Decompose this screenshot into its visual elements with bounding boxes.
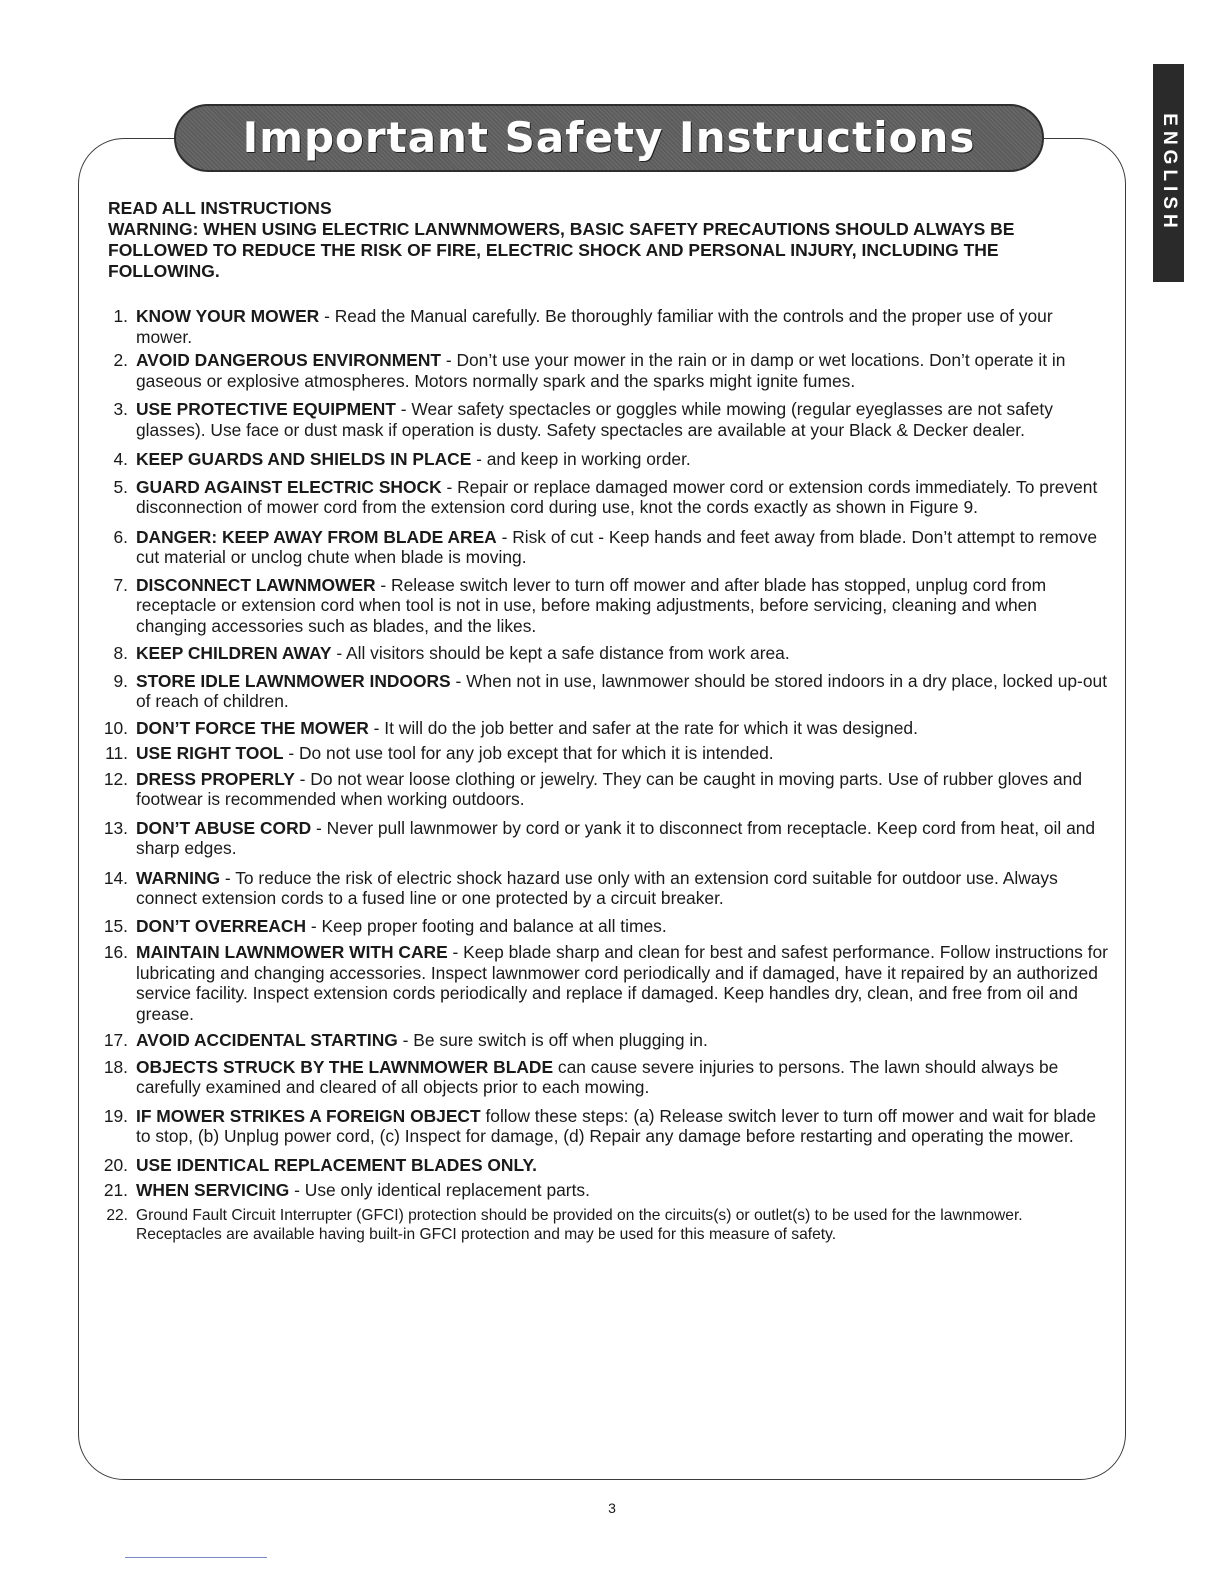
- list-item: [96, 718, 1108, 739]
- item-text: - Wear safety spectacles or goggles while mowing (regular eyeglasses are not safety glasses). Use face or dust mask if operation is dusty. Safety spectacles are available at your Black & Decker dealer.: [136, 399, 1053, 440]
- item-text: - Repair or replace damaged mower cord or extension cords immediately. To prevent disconnection of mower cord from the extension cord during use, knot the cords exactly as shown in Figure 9.: [136, 476, 1098, 517]
- item-text: - Don’t use your mower in the rain or in damp or wet locations. Don’t operate it in gaseous or explosive atmospheres. Motors normally spark and the sparks might ignite fumes.: [136, 350, 1066, 391]
- list-item: [96, 1057, 1108, 1098]
- item-text: - Risk of cut - Keep hands and feet away from blade. Don’t attempt to remove cut material or unclog chute when blade is moving.: [136, 526, 1098, 567]
- item-heading: USE RIGHT TOOL: [136, 743, 284, 763]
- list-item: [96, 942, 1108, 1024]
- title-banner: [174, 104, 1044, 172]
- intro-warning: WARNING: WHEN USING ELECTRIC LANWNMOWERS, BASIC SAFETY PRECAUTIONS SHOULD ALWAYS BE FOLLOWED TO REDUCE THE RISK OF FIRE, ELECTRIC SHOCK AND PERSONAL INJURY, INCLUDING THE FOLLOWING.: [108, 219, 1015, 281]
- item-text: - It will do the job better and safer at the rate for which it was designed.: [368, 717, 918, 738]
- language-tab-label: ENGLISH: [1158, 113, 1180, 233]
- item-number: 22.: [106, 1206, 128, 1224]
- item-text: follow these steps: (a) Release switch lever to turn off mower and wait for blade to stop, (b) Unplug power cord, (c) Inspect for damage, (d) Repair any damage before restarting and operating the mower.: [136, 1105, 1097, 1146]
- item-text: - Be sure switch is off when plugging in.: [397, 1030, 708, 1050]
- item-number: 7.: [113, 574, 128, 595]
- item-number: 1.: [113, 306, 128, 326]
- item-heading: KEEP GUARDS AND SHIELDS IN PLACE: [136, 449, 472, 469]
- item-heading: KNOW YOUR MOWER: [136, 306, 320, 326]
- item-heading: DRESS PROPERLY: [136, 768, 295, 789]
- item-heading: AVOID ACCIDENTAL STARTING: [136, 1030, 398, 1050]
- list-item: [96, 575, 1108, 637]
- item-text: - Release switch lever to turn off mower and after blade has stopped, unplug cord from receptacle or extension cord when tool is not in use, before making adjustments, before servicing, cleaning and when changing accessories such as blades, and the likes.: [136, 574, 1047, 636]
- item-number: 20.: [103, 1154, 128, 1175]
- list-item: [96, 399, 1108, 440]
- list-item: [96, 1030, 1108, 1051]
- language-tab: [1153, 64, 1184, 282]
- item-text: - Never pull lawnmower by cord or yank it to disconnect from receptacle. Keep cord from heat, oil and sharp edges.: [136, 817, 1096, 858]
- item-text: - Do not use tool for any job except that for which it is intended.: [283, 743, 774, 763]
- list-item: [96, 350, 1108, 391]
- list-item: [96, 671, 1108, 712]
- list-item: [96, 818, 1108, 859]
- item-heading: DON’T OVERREACH: [136, 915, 307, 936]
- safety-instructions-list: [96, 306, 1108, 1254]
- item-number: 9.: [113, 670, 128, 691]
- item-text: - When not in use, lawnmower should be stored indoors in a dry place, locked up-out of reach of children.: [136, 670, 1108, 711]
- item-text: can cause severe injuries to persons. The lawn should always be carefully examined and cleared of all objects prior to each mowing.: [136, 1056, 1059, 1097]
- list-item: [96, 916, 1108, 937]
- item-heading: KEEP CHILDREN AWAY: [136, 643, 332, 663]
- list-item: [96, 1106, 1108, 1147]
- item-number: 19.: [103, 1105, 128, 1126]
- item-heading: AVOID DANGEROUS ENVIRONMENT: [136, 350, 441, 370]
- item-heading: USE PROTECTIVE EQUIPMENT: [136, 399, 396, 419]
- item-heading: WHEN SERVICING: [136, 1180, 290, 1200]
- item-number: 14.: [103, 867, 128, 888]
- list-item: [96, 477, 1108, 518]
- item-text: - and keep in working order.: [471, 449, 691, 469]
- item-text: - All visitors should be kept a safe distance from work area.: [331, 643, 790, 663]
- list-item: [96, 449, 1108, 470]
- list-item: [96, 743, 1108, 764]
- item-number: 21.: [103, 1180, 128, 1200]
- list-item: [96, 643, 1108, 664]
- page-title: Important Safety Instructions: [242, 113, 976, 162]
- item-number: 3.: [113, 399, 128, 419]
- item-number: 6.: [113, 526, 128, 547]
- item-number: 5.: [113, 476, 128, 497]
- item-heading: IF MOWER STRIKES A FOREIGN OBJECT: [136, 1105, 481, 1126]
- list-item: [96, 306, 1108, 347]
- list-item: [96, 769, 1108, 810]
- item-number: 16.: [103, 942, 128, 962]
- item-number: 8.: [113, 643, 128, 663]
- item-text: - Read the Manual carefully. Be thoroughly familiar with the controls and the proper use of your mower.: [136, 306, 1053, 347]
- item-number: 10.: [103, 717, 128, 738]
- item-heading: DON’T ABUSE CORD: [136, 817, 312, 838]
- list-item: [96, 1206, 1108, 1244]
- item-heading: DON’T FORCE THE MOWER: [136, 717, 369, 738]
- list-item: [96, 868, 1108, 909]
- intro-block: [108, 198, 1106, 282]
- item-text: - To reduce the risk of electric shock hazard use only with an extension cord suitable for outdoor use. Always connect extension cords to a fused line or one protected by a circuit breaker.: [136, 867, 1058, 908]
- item-number: 18.: [103, 1056, 128, 1077]
- item-number: 15.: [103, 915, 128, 936]
- intro-heading: READ ALL INSTRUCTIONS: [108, 198, 332, 218]
- item-heading: USE IDENTICAL REPLACEMENT BLADES ONLY.: [136, 1154, 537, 1175]
- item-heading: DISCONNECT LAWNMOWER: [136, 574, 376, 595]
- footer-rule: [125, 1557, 267, 1558]
- item-text: - Keep blade sharp and clean for best and safest performance. Follow instructions for lubricating and changing accessories. Inspect lawnmower cord periodically and if damaged, have it repaired by an authorized service facility. Inspect extension cords periodically and replace if damaged. Keep handles dry, clean, and free from oil and grease.: [136, 942, 1108, 1024]
- item-number: 4.: [113, 449, 128, 469]
- list-item: [96, 1155, 1108, 1176]
- item-heading: STORE IDLE LAWNMOWER INDOORS: [136, 670, 451, 691]
- list-item: [96, 1180, 1108, 1201]
- item-text: Ground Fault Circuit Interrupter (GFCI) protection should be provided on the circuits(s) or outlet(s) to be used for the lawnmower. Receptacles are available having built-in GFCI protection and may be used for this measure of safety.: [136, 1206, 1023, 1243]
- item-text: - Do not wear loose clothing or jewelry. They can be caught in moving parts. Use of rubber gloves and footwear is recommended when working outdoors.: [136, 768, 1083, 809]
- item-number: 2.: [113, 350, 128, 370]
- item-number: 13.: [103, 817, 128, 838]
- item-number: 11.: [105, 743, 128, 763]
- item-text: - Use only identical replacement parts.: [289, 1180, 590, 1200]
- page-number: 3: [608, 1500, 616, 1516]
- item-heading: WARNING: [136, 867, 221, 888]
- list-item: [96, 527, 1108, 568]
- item-number: 12.: [103, 768, 128, 789]
- item-number: 17.: [103, 1030, 128, 1050]
- item-text: - Keep proper footing and balance at all times.: [306, 915, 667, 936]
- item-heading: MAINTAIN LAWNMOWER WITH CARE: [136, 942, 448, 962]
- item-heading: DANGER: KEEP AWAY FROM BLADE AREA: [136, 526, 497, 547]
- item-heading: OBJECTS STRUCK BY THE LAWNMOWER BLADE: [136, 1056, 554, 1077]
- item-heading: GUARD AGAINST ELECTRIC SHOCK: [136, 476, 442, 497]
